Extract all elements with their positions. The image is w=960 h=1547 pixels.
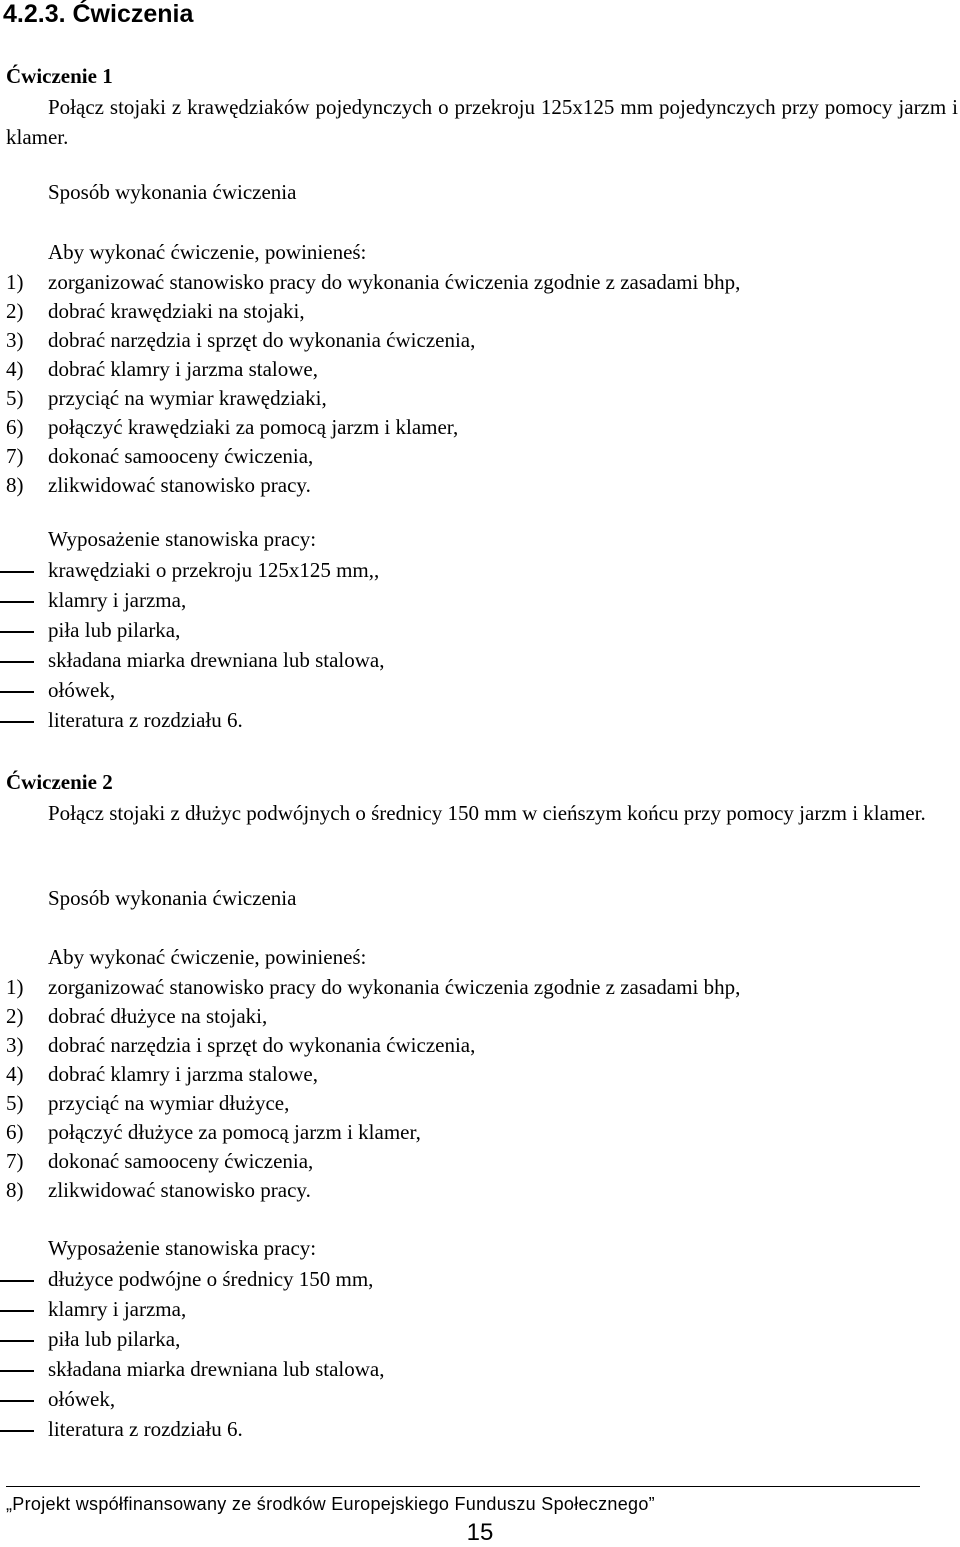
- step-text: przyciąć na wymiar dłużyce,: [48, 1091, 290, 1115]
- step-text: dobrać dłużyce na stojaki,: [48, 1004, 268, 1028]
- dash-bullet: [0, 601, 34, 603]
- step-text: połączyć krawędziaki za pomocą jarzm i klamer,: [48, 415, 459, 439]
- equipment-text: krawędziaki o przekroju 125x125 mm,,: [48, 558, 380, 582]
- equipment-text: składana miarka drewniana lub stalowa,: [48, 648, 385, 672]
- dash-bullet: [0, 1370, 34, 1372]
- exercise-2-intro: Aby wykonać ćwiczenie, powinieneś:: [48, 945, 367, 969]
- step-number: 6): [6, 1120, 24, 1144]
- step-number: 1): [6, 270, 24, 294]
- step-text: zorganizować stanowisko pracy do wykonania ćwiczenia zgodnie z zasadami bhp,: [48, 975, 741, 999]
- exercise-1-method-heading: Sposób wykonania ćwiczenia: [48, 180, 297, 204]
- step-text: zlikwidować stanowisko pracy.: [48, 1178, 311, 1202]
- step-text: dobrać narzędzia i sprzęt do wykonania ćwiczenia,: [48, 1033, 476, 1057]
- step-text: zlikwidować stanowisko pracy.: [48, 473, 311, 497]
- step-text: dokonać samooceny ćwiczenia,: [48, 1149, 314, 1173]
- step-number: 2): [6, 299, 24, 323]
- list-item: [0, 706, 960, 735]
- exercise-2-equipment-heading: Wyposażenie stanowiska pracy:: [48, 1236, 317, 1260]
- step-number: 7): [6, 444, 24, 468]
- dash-bullet: [0, 1310, 34, 1312]
- step-text: dobrać klamry i jarzma stalowe,: [48, 1062, 318, 1086]
- list-item: [0, 1265, 960, 1294]
- list-item: [0, 1385, 960, 1414]
- exercise-1-description: Połącz stojaki z krawędziaków pojedynczych o przekroju 125x125 mm pojedynczych przy pomocy jarzm i klamer.: [6, 95, 958, 149]
- step-number: 8): [6, 1178, 24, 1202]
- dash-bullet: [0, 691, 34, 693]
- equipment-text: piła lub pilarka,: [48, 1327, 181, 1351]
- dash-bullet: [0, 721, 34, 723]
- equipment-text: klamry i jarzma,: [48, 588, 187, 612]
- step-number: 4): [6, 357, 24, 381]
- equipment-text: piła lub pilarka,: [48, 618, 181, 642]
- list-item: [0, 1355, 960, 1384]
- exercise-2-description: Połącz stojaki z dłużyc podwójnych o średnicy 150 mm w cieńszym końcu przy pomocy jarzm i klamer.: [48, 801, 926, 825]
- step-number: 2): [6, 1004, 24, 1028]
- exercise-1-equipment-heading: Wyposażenie stanowiska pracy:: [48, 527, 317, 551]
- step-text: dobrać narzędzia i sprzęt do wykonania ćwiczenia,: [48, 328, 476, 352]
- dash-bullet: [0, 571, 34, 573]
- list-item: [0, 1415, 960, 1444]
- dash-bullet: [0, 1400, 34, 1402]
- step-text: przyciąć na wymiar krawędziaki,: [48, 386, 327, 410]
- step-text: dokonać samooceny ćwiczenia,: [48, 444, 314, 468]
- step-number: 4): [6, 1062, 24, 1086]
- step-number: 5): [6, 1091, 24, 1115]
- section-heading: 4.2.3. Ćwiczenia: [3, 0, 194, 28]
- step-number: 3): [6, 1033, 24, 1057]
- exercise-2-equipment: [0, 1265, 960, 1444]
- step-text: dobrać krawędziaki na stojaki,: [48, 299, 305, 323]
- list-item: [0, 586, 960, 615]
- equipment-text: ołówek,: [48, 1387, 116, 1411]
- list-item: [0, 676, 960, 705]
- step-text: dobrać klamry i jarzma stalowe,: [48, 357, 318, 381]
- step-text: zorganizować stanowisko pracy do wykonania ćwiczenia zgodnie z zasadami bhp,: [48, 270, 741, 294]
- dash-bullet: [0, 1280, 34, 1282]
- equipment-text: klamry i jarzma,: [48, 1297, 187, 1321]
- step-number: 1): [6, 975, 24, 999]
- list-item: [0, 1325, 960, 1354]
- page-number: 15: [466, 1519, 494, 1546]
- equipment-text: literatura z rozdziału 6.: [48, 1417, 243, 1441]
- step-number: 6): [6, 415, 24, 439]
- footer-text: „Projekt współfinansowany ze środków Europejskiego Funduszu Społecznego”: [6, 1494, 655, 1514]
- step-number: 8): [6, 473, 24, 497]
- exercise-1-title: Ćwiczenie 1: [6, 64, 113, 88]
- exercise-1-equipment: [0, 556, 960, 735]
- list-item: [0, 616, 960, 645]
- step-number: 3): [6, 328, 24, 352]
- equipment-text: ołówek,: [48, 678, 116, 702]
- footer-divider: [6, 1486, 920, 1487]
- list-item: [0, 646, 960, 675]
- equipment-text: dłużyce podwójne o średnicy 150 mm,: [48, 1267, 374, 1291]
- dash-bullet: [0, 661, 34, 663]
- exercise-1-intro: Aby wykonać ćwiczenie, powinieneś:: [48, 240, 367, 264]
- list-item: [0, 556, 960, 585]
- step-number: 5): [6, 386, 24, 410]
- dash-bullet: [0, 1340, 34, 1342]
- equipment-text: składana miarka drewniana lub stalowa,: [48, 1357, 385, 1381]
- equipment-text: literatura z rozdziału 6.: [48, 708, 243, 732]
- dash-bullet: [0, 1430, 34, 1432]
- step-number: 7): [6, 1149, 24, 1173]
- list-item: [0, 1295, 960, 1324]
- exercise-2-title: Ćwiczenie 2: [6, 770, 113, 794]
- dash-bullet: [0, 631, 34, 633]
- exercise-2-method-heading: Sposób wykonania ćwiczenia: [48, 886, 297, 910]
- step-text: połączyć dłużyce za pomocą jarzm i klamer,: [48, 1120, 421, 1144]
